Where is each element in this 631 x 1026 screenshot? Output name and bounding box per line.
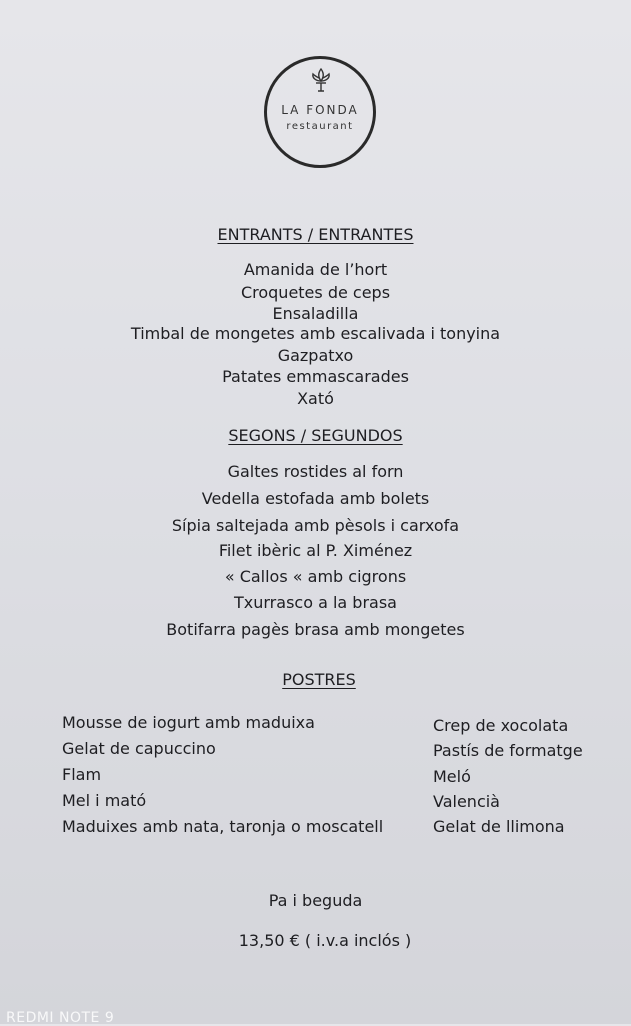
segons-heading: SEGONS / SEGUNDOS xyxy=(228,426,403,445)
menu-item: Sípia saltejada amb pèsols i carxofa xyxy=(171,516,460,535)
camera-watermark: REDMI NOTE 9 xyxy=(6,1010,115,1026)
menu-item: Croquetes de ceps xyxy=(240,283,391,302)
entrants-heading: ENTRANTS / ENTRANTES xyxy=(217,225,414,244)
logo-name: LA FONDA xyxy=(281,103,359,117)
dessert-item: Flam xyxy=(62,765,102,784)
dessert-item: Mel i mató xyxy=(62,791,147,810)
dessert-item: Crep de xocolata xyxy=(433,716,569,735)
dessert-item: Pastís de formatge xyxy=(433,741,583,760)
menu-item: Gazpatxo xyxy=(277,346,354,365)
menu-item: Vedella estofada amb bolets xyxy=(201,489,430,508)
bread-and-drink: Pa i beguda xyxy=(268,891,363,910)
dessert-item: Meló xyxy=(433,767,471,786)
fleur-de-lis-icon xyxy=(307,67,335,95)
menu-item: Patates emmascarades xyxy=(222,367,409,386)
dessert-item: Maduixes amb nata, taronja o moscatell xyxy=(62,817,384,836)
restaurant-logo xyxy=(264,56,376,168)
menu-item: Xató xyxy=(297,389,334,408)
menu-item: Ensaladilla xyxy=(272,304,359,323)
postres-heading: POSTRES xyxy=(282,670,356,689)
menu-item: « Callos « amb cigrons xyxy=(224,567,407,586)
menu-item: Amanida de l’hort xyxy=(243,260,388,279)
dessert-item: Mousse de iogurt amb maduixa xyxy=(62,713,315,732)
menu-item: Txurrasco a la brasa xyxy=(234,593,397,612)
dessert-item: Gelat de llimona xyxy=(433,817,565,836)
menu-item: Botifarra pagès brasa amb mongetes xyxy=(166,620,465,639)
price: 13,50 € ( i.v.a inclós ) xyxy=(238,931,412,950)
menu-item: Timbal de mongetes amb escalivada i tonyina xyxy=(130,324,501,343)
dessert-item: Gelat de capuccino xyxy=(62,739,216,758)
logo-subtitle: restaurant xyxy=(286,121,354,132)
menu-item: Galtes rostides al forn xyxy=(227,462,404,481)
menu-item: Filet ibèric al P. Ximénez xyxy=(218,541,413,560)
dessert-item: Valencià xyxy=(433,792,500,811)
